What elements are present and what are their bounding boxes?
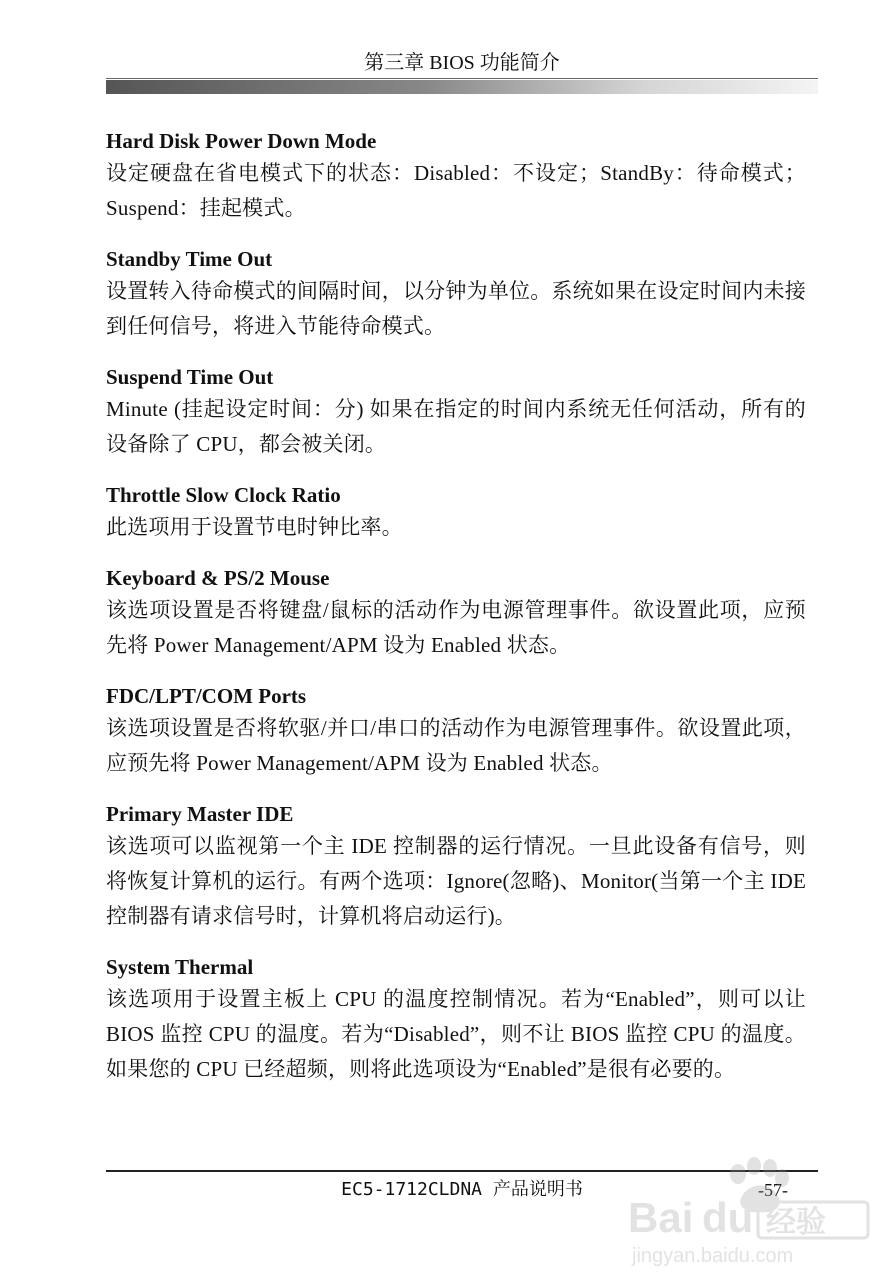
section-primary-master-ide [106, 799, 806, 934]
section-text: 该选项用于设置主板上 CPU 的温度控制情况。若为“Enabled”，则可以让 BIOS 监控 CPU 的温度。若为“Disabled”，则不让 BIOS 监控 CPU 的温度。如果您的 CPU 已经超频，则将此选项设为“Enabled”是很有必要的。 [106, 987, 806, 1081]
svg-text:Bai: Bai [628, 1194, 694, 1241]
section-title: Keyboard & PS/2 Mouse [106, 566, 330, 590]
section-text: 该选项设置是否将软驱/并口/串口的活动作为电源管理事件。欲设置此项，应预先将 Power Management/APM 设为 Enabled 状态。 [106, 716, 806, 775]
page-header [106, 50, 818, 102]
footer-divider-line [106, 1170, 818, 1172]
page-number: -57- [758, 1180, 788, 1200]
page-footer [106, 1170, 818, 1230]
section-text: Minute (挂起设定时间：分) 如果在指定的时间内系统无任何活动，所有的设备除了 CPU，都会被关闭。 [106, 397, 806, 456]
svg-text:经验: 经验 [766, 1205, 826, 1240]
section-title: Hard Disk Power Down Mode [106, 129, 377, 153]
header-divider-line [106, 78, 818, 79]
section-title: Primary Master IDE [106, 802, 294, 826]
header-gradient-bar [106, 80, 818, 94]
section-title: Standby Time Out [106, 247, 273, 271]
section-fdc-lpt-com-ports [106, 681, 806, 781]
section-text: 该选项设置是否将键盘/鼠标的活动作为电源管理事件。欲设置此项，应预先将 Power Management/APM 设为 Enabled 状态。 [106, 598, 806, 657]
section-standby-time-out [106, 244, 806, 344]
manual-title: EC5-1712CLDNA 产品说明书 [341, 1179, 583, 1200]
section-title: Suspend Time Out [106, 365, 274, 389]
section-keyboard-ps2-mouse [106, 563, 806, 663]
section-text: 设定硬盘在省电模式下的状态：Disabled：不设定；StandBy：待命模式；Suspend：挂起模式。 [106, 161, 806, 220]
section-title: FDC/LPT/COM Ports [106, 684, 307, 708]
section-title: System Thermal [106, 955, 254, 979]
section-text: 此选项用于设置节电时钟比率。 [106, 515, 403, 539]
section-title: Throttle Slow Clock Ratio [106, 483, 341, 507]
document-body [106, 126, 806, 1105]
section-suspend-time-out [106, 362, 806, 462]
section-text: 该选项可以监视第一个主 IDE 控制器的运行情况。一旦此设备有信号，则将恢复计算机的运行。有两个选项：Ignore(忽略)、Monitor(当第一个主 IDE 控制器有请求信号时，计算机将启动运行)。 [106, 834, 806, 928]
section-text: 设置转入待命模式的间隔时间，以分钟为单位。系统如果在设定时间内未接到任何信号，将进入节能待命模式。 [106, 279, 806, 338]
svg-text:du: du [702, 1194, 754, 1241]
chapter-title: 第三章 BIOS 功能简介 [364, 52, 560, 74]
section-throttle-slow-clock-ratio [106, 480, 806, 545]
svg-text:jingyan.baidu.com: jingyan.baidu.com [632, 1245, 794, 1267]
section-hard-disk-power-down-mode [106, 126, 806, 226]
section-system-thermal [106, 952, 806, 1087]
